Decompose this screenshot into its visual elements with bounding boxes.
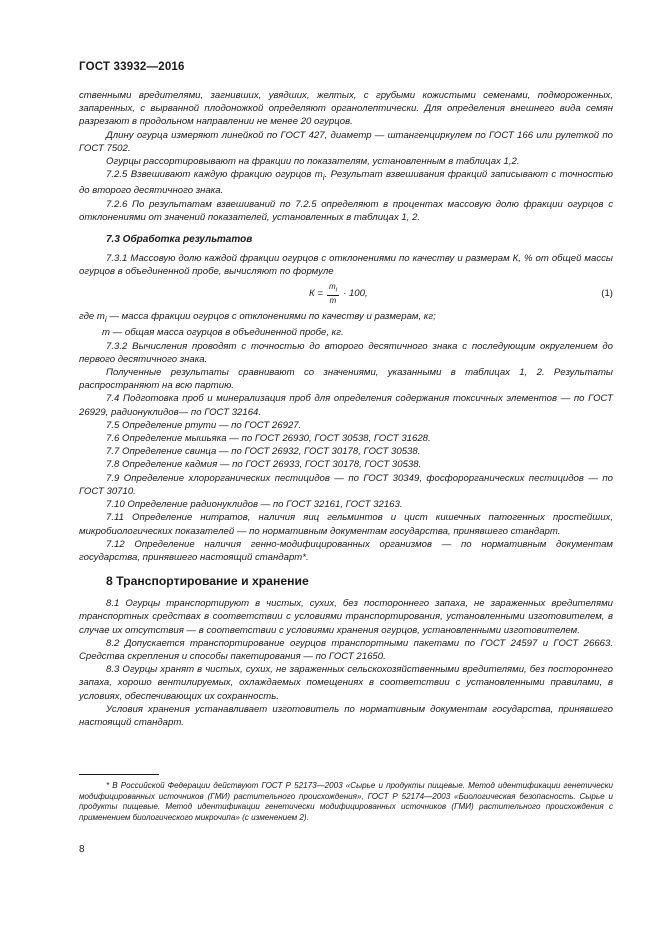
subscript: i [104, 315, 107, 325]
footnote: * В Российской Федерации действуют ГОСТ Р 52173—2003 «Сырье и продукты пищевые. Метод идентификации генетически модифицированных источников (ГМИ) растительного происхождения», ГОСТ Р 52174—2003 «Биологическая безопасность. Сырье и продукты пищевые. Метод идентификации генетически модифицированных источников (ГМИ) растительного происхождения с применением биологического микрочипа» (с изменением 2). [79, 781, 613, 822]
text-segment: где m [79, 311, 105, 323]
paragraph-7-11: 7.11 Определение нитратов, наличия яиц гельминтов и цист кишечных патогенных простейших, микробиологических показателей — по нормативным документам государства, принявшего стандарт. [79, 512, 613, 537]
paragraph-7-10: 7.10 Определение радионуклидов — по ГОСТ 32161, ГОСТ 32163. [106, 499, 403, 511]
subscript: i [322, 173, 325, 183]
paragraph-7-2-6: 7.2.6 По результатам взвешиваний по 7.2.5 определяют в процентах массовую долю фракции огурцов с отклонениями от значений показателей, установленных в таблицах 1, 2. [79, 198, 613, 223]
formula-lhs: К = [309, 287, 323, 299]
formula-number: (1) [601, 288, 613, 300]
text-segment: 7.2.5 Взвешивают каждую фракцию огурцов m [106, 169, 323, 181]
paragraph-7-8: 7.8 Определение кадмия — по ГОСТ 26933, ГОСТ 30178, ГОСТ 30538. [106, 459, 422, 471]
section-heading-8: 8 Транспортирование и хранение [106, 574, 309, 589]
page-number: 8 [79, 844, 85, 855]
footnote-divider [79, 774, 159, 775]
paragraph-7-3-2: 7.3.2 Вычисления проводят с точностью до второго десятичного знака с последующим округлением до первого десятичного знака. [79, 340, 613, 365]
paragraph-length-measure: Длину огурца измеряют линейкой по ГОСТ 427, диаметр — штангенциркулем по ГОСТ 166 или рулеткой по ГОСТ 7502. [79, 129, 613, 154]
paragraph-continuation: ственными вредителями, загнивших, увядших, желтых, с грубыми кожистыми семенами, подмороженных, запаренных, с вырванной плодоножкой определяют органолептически. Для определения внешнего вида семян разрезают в продольном направлении не менее 20 огурцов. [79, 90, 613, 128]
paragraph-7-6: 7.6 Определение мышьяка — по ГОСТ 26930, ГОСТ 30538, ГОСТ 31628. [106, 433, 431, 445]
numerator-subscript: i [335, 286, 338, 294]
paragraph-7-7: 7.7 Определение свинца — по ГОСТ 26932, ГОСТ 30178, ГОСТ 30538. [106, 446, 421, 458]
paragraph-7-5: 7.5 Определение ртути — по ГОСТ 26927. [106, 419, 302, 431]
formula-expression [309, 280, 368, 306]
text-segment: . Результат взвешивания фракций записывают с точностью до второго десятичного знака. [79, 169, 613, 197]
formula-numerator [327, 282, 339, 296]
text-segment: — масса фракции огурцов с отклонениями по качеству и размерам, кг; [106, 311, 436, 323]
paragraph-8-2: 8.2 Допускается транспортирование огурцов транспортными пакетами по ГОСТ 24597 и ГОСТ 26663. Средства скрепления и способы пакетирования — по ГОСТ 21650. [79, 637, 613, 662]
formula-rhs: · 100, [343, 287, 368, 299]
legend-m: m — общая масса огурцов в объединенной пробе, кг. [102, 327, 344, 339]
formula-denominator: m [329, 295, 337, 305]
paragraph-storage: Условия хранения устанавливает изготовитель по нормативным документам государства, принявшего настоящий стандарт. [79, 703, 613, 728]
formula-1 [79, 280, 613, 306]
paragraph-7-4: 7.4 Подготовка проб и минерализация проб для определения содержания токсичных элементов — по ГОСТ 26929, радионуклидов— по ГОСТ 32164. [79, 393, 613, 418]
paragraph-8-3: 8.3 Огурцы хранят в чистых, сухих, не зараженных сельскохозяйственными вредителями, без постороннего запаха, хорошо вентилируемых, охлаждаемых помещениях в соответствии с установленными правилами, в условиях, обеспечивающих их сохранность. [79, 664, 613, 702]
paragraph-8-1: 8.1 Огурцы транспортируют в чистых, сухих, без постороннего запаха, не зараженных вредителями транспортных средствах в соответствии с условиями транспортирования, установленными изготовителем, в случае их отсутствия — в соответствии с условиями хранения огурцов, установленными изготовителем. [79, 598, 613, 636]
paragraph-7-2-5 [79, 168, 613, 197]
section-heading-7-3: 7.3 Обработка результатов [106, 233, 253, 245]
formula-fraction [327, 282, 339, 305]
paragraph-results: Полученные результаты сравнивают со значениями, указанными в таблицах 1, 2. Результаты распространяют на всю партию. [79, 367, 613, 392]
paragraph-sorting: Огурцы рассортировывают на фракции по показателям, установленным в таблицах 1,2. [106, 156, 520, 168]
numerator-symbol: m [328, 282, 336, 292]
legend-mi [79, 310, 613, 326]
formula-legend [79, 310, 613, 339]
paragraph-7-3-1: 7.3.1 Массовую долю каждой фракции огурцов с отклонениями по качеству и размерам К, % от общей массы огурцов в объединенной пробе, вычисляют по формуле [79, 252, 613, 278]
document-header: ГОСТ 33932—2016 [79, 61, 185, 73]
document-body [79, 89, 613, 729]
paragraph-7-12: 7.12 Определение наличия генно-модифицированных организмов — по нормативным документам государства, принявшего настоящий стандарт*. [79, 538, 613, 563]
paragraph-7-9: 7.9 Определение хлорорганических пестицидов — по ГОСТ 30349, фосфорорганических пестицидов — по ГОСТ 30710. [79, 472, 613, 497]
